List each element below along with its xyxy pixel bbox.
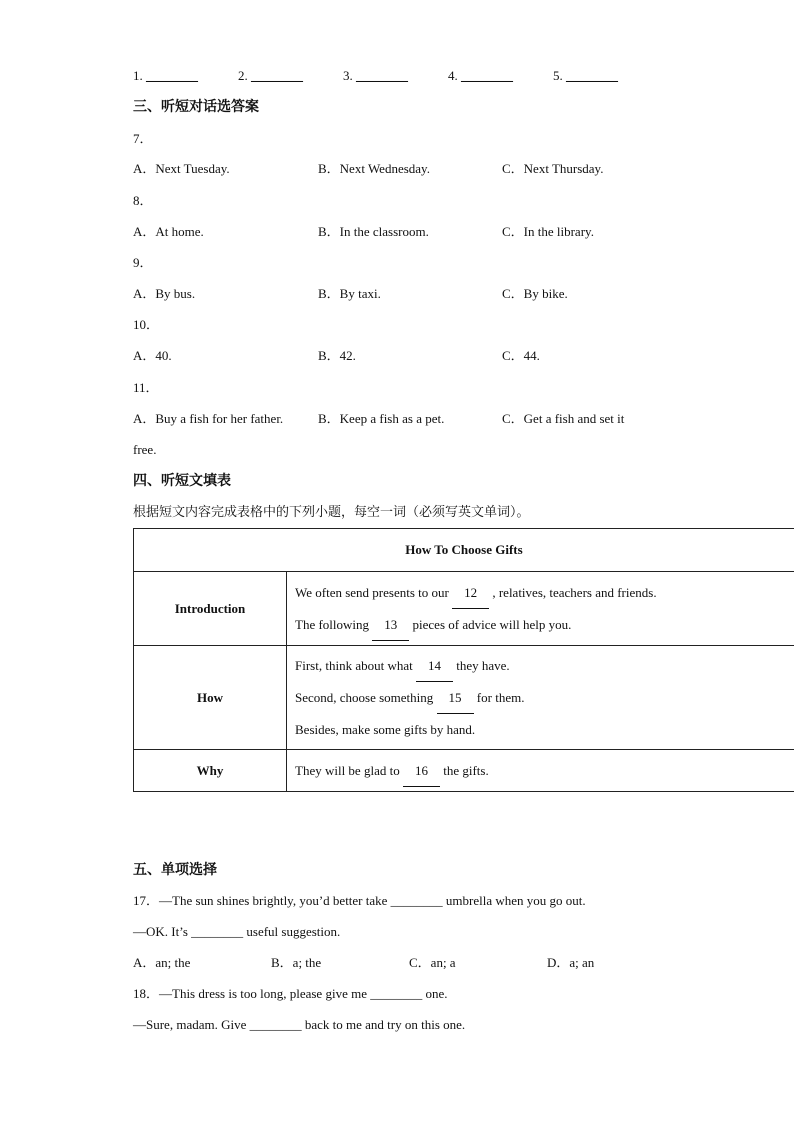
section-3-title: 三、听短对话选答案 xyxy=(133,99,259,115)
question-10-option-c: C．44. xyxy=(502,348,540,363)
question-8-option-b: B．In the classroom. xyxy=(318,224,429,239)
question-10-option-a: A．40. xyxy=(133,348,172,363)
row-label-how: How xyxy=(134,646,287,750)
row-content-why xyxy=(287,750,794,792)
question-10-number: 10． xyxy=(133,317,160,332)
question-7-option-b: B．Next Wednesday. xyxy=(318,161,430,176)
answer-blank-13[interactable]: 13 xyxy=(372,609,409,641)
section-4-title: 四、听短文填表 xyxy=(133,473,231,489)
blank-line-15: Second, choose something 15 for them. xyxy=(295,682,786,714)
question-17-option-c: C．an; a xyxy=(409,955,456,970)
question-11-option-a: A．Buy a fish for her father. xyxy=(133,411,284,426)
question-17-line-2: —OK. It’s ________ useful suggestion. xyxy=(133,924,341,939)
answer-blank-16[interactable]: 16 xyxy=(403,755,440,787)
blank-line-13: The following 13 pieces of advice will help you. xyxy=(295,609,786,641)
question-8-option-a: A．At home. xyxy=(133,224,204,239)
question-9-number: 9． xyxy=(133,255,153,270)
table-row-how xyxy=(134,646,794,750)
answer-blank-14[interactable]: 14 xyxy=(416,650,453,682)
table-title: How To Choose Gifts xyxy=(134,529,794,572)
blank-line-16: They will be glad to 16 the gifts. xyxy=(295,755,786,787)
question-9-option-a: A．By bus. xyxy=(133,286,196,301)
question-17-option-b: B．a; the xyxy=(271,955,322,970)
row-label-introduction: Introduction xyxy=(134,572,287,646)
answer-blank-15[interactable]: 15 xyxy=(437,682,474,714)
answer-blank-4: 4. ________ xyxy=(448,68,513,83)
table-row-why xyxy=(134,750,794,792)
question-7-option-c: C．Next Thursday. xyxy=(502,161,604,176)
answer-blank-2: 2. ________ xyxy=(238,68,303,83)
text-line-besides: Besides, make some gifts by hand. xyxy=(295,722,476,737)
question-18-line-2: —Sure, madam. Give ________ back to me and try on this one. xyxy=(133,1017,466,1032)
section-4-instruction: 根据短文内容完成表格中的下列小题，每空一词（必须写英文单词）。 xyxy=(133,505,530,520)
row-content-how xyxy=(287,646,794,750)
answer-blank-5: 5. ________ xyxy=(553,68,618,83)
question-11-option-c-continuation: free. xyxy=(133,442,157,457)
question-7-number: 7． xyxy=(133,131,153,146)
question-17-option-d: D．a; an xyxy=(547,955,595,970)
question-7-option-a: A．Next Tuesday. xyxy=(133,161,230,176)
question-8-option-c: C．In the library. xyxy=(502,224,594,239)
row-content-introduction xyxy=(287,572,794,646)
question-8-number: 8． xyxy=(133,193,153,208)
row-label-why: Why xyxy=(134,750,287,792)
gifts-table xyxy=(133,528,794,792)
blank-line-14: First, think about what 14 they have. xyxy=(295,650,786,682)
question-9-option-b: B．By taxi. xyxy=(318,286,381,301)
answer-blank-1: 1. ________ xyxy=(133,68,198,83)
answer-blank-3: 3. ________ xyxy=(343,68,408,83)
blank-line-12: We often send presents to our 12 , relatives, teachers and friends. xyxy=(295,577,786,609)
section-5-title: 五、单项选择 xyxy=(133,862,217,878)
question-17-option-a: A．an; the xyxy=(133,955,191,970)
table-row-introduction xyxy=(134,572,794,646)
answer-blank-12[interactable]: 12 xyxy=(452,577,489,609)
question-11-option-c: C．Get a fish and set it xyxy=(502,411,625,426)
question-10-option-b: B．42. xyxy=(318,348,356,363)
question-9-option-c: C．By bike. xyxy=(502,286,568,301)
question-11-option-b: B．Keep a fish as a pet. xyxy=(318,411,445,426)
question-17-line-1: 17．—The sun shines brightly, you’d better take ________ umbrella when you go out. xyxy=(133,893,586,908)
question-11-number: 11． xyxy=(133,380,159,395)
question-18-line-1: 18．—This dress is too long, please give me ________ one. xyxy=(133,986,448,1001)
